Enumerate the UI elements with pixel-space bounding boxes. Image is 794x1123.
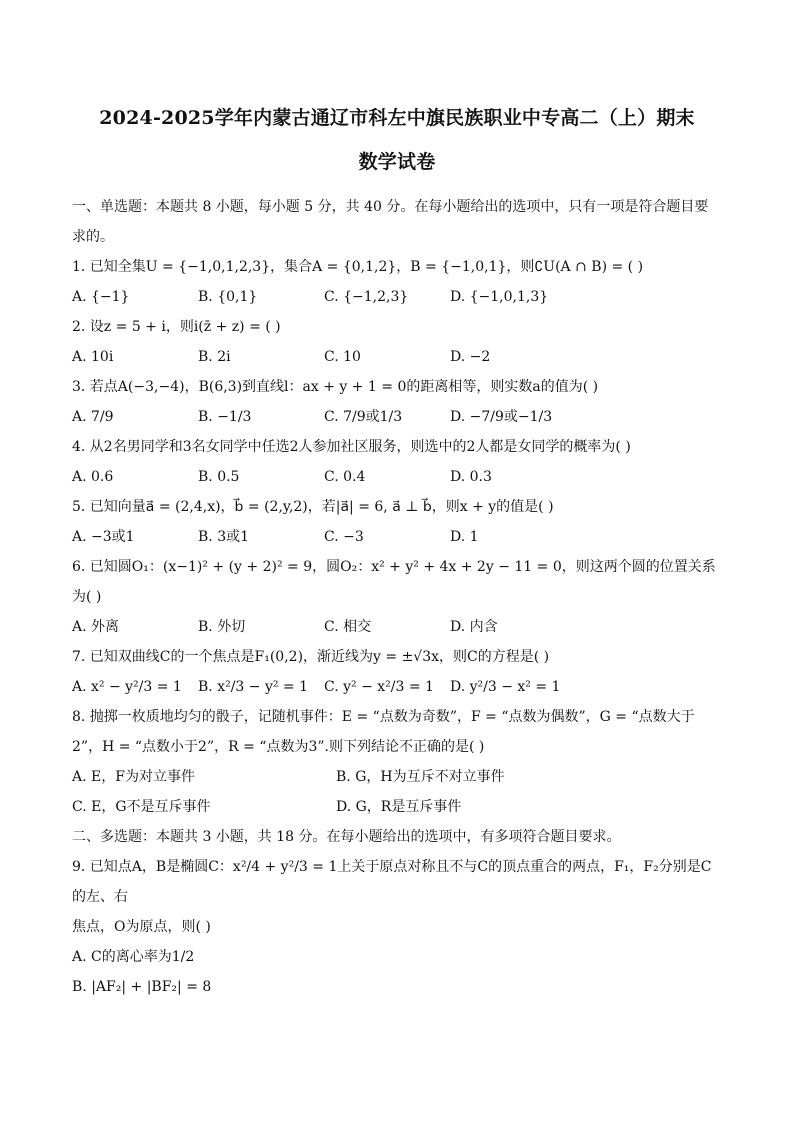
exam-title-line2: 数学试卷 (358, 151, 436, 173)
section-single-choice: 一、单选题：本题共 8 小题，每小题 5 分，共 40 分。在每小题给出的选项中，只有一项是符合题目要求的。 (72, 199, 709, 245)
option-a: A. x² − y²/3 = 1 (72, 679, 182, 695)
option-c: C. 10 (324, 349, 361, 365)
option-b: B. G，H为互斥不对立事件 (336, 769, 505, 785)
question-2-options (72, 342, 722, 372)
option-a: A. −3或1 (72, 529, 135, 545)
question-3-options (72, 402, 722, 432)
question-8-options-row2 (72, 792, 722, 822)
option-b: B. −1/3 (198, 409, 252, 425)
option-d: D. 0.3 (450, 469, 492, 485)
question-9-stem-line1: 9. 已知点A，B是椭圆C：x²/4 + y²/3 = 1上关于原点对称且不与C的顶点重合的两点，F₁，F₂分别是C的左、右 (72, 859, 712, 905)
question-5-stem: 5. 已知向量a⃗ = (2,4,x)，b⃗ = (2,y,2)，若|a⃗| = 6, a⃗ ⊥ b⃗，则x + y的值是( ) (72, 499, 554, 515)
option-b: B. 0.5 (198, 469, 240, 485)
question-4-stem: 4. 从2名男同学和3名女同学中任选2人参加社区服务，则选中的2人都是女同学的概率为( ) (72, 439, 631, 455)
question-6-options (72, 612, 722, 642)
option-c: C. −3 (324, 529, 364, 545)
option-a: A. {−1} (72, 289, 130, 305)
section-multiple-choice: 二、多选题：本题共 3 小题，共 18 分。在每小题给出的选项中，有多项符合题目要求。 (72, 829, 621, 845)
question-8-stem-line2: 2”，H = “点数小于2”，R = “点数为3”.则下列结论不正确的是( ) (72, 739, 485, 755)
option-d: D. 1 (450, 529, 479, 545)
option-a: A. 7/9 (72, 409, 114, 425)
option-a: A. 0.6 (72, 469, 114, 485)
question-1-stem: 1. 已知全集U = {−1,0,1,2,3}，集合A = {0,1,2}，B = {−1,0,1}，则∁U(A ∩ B) = ( ) (72, 259, 644, 275)
option-b: B. 外切 (198, 619, 246, 635)
option-d: D. −7/9或−1/3 (450, 409, 553, 425)
option-c: C. y² − x²/3 = 1 (324, 679, 434, 695)
option-c: C. 0.4 (324, 469, 366, 485)
option-d: D. {−1,0,1,3} (450, 289, 549, 305)
option-b: B. 3或1 (198, 529, 250, 545)
question-9-stem-line2: 焦点，O为原点，则( ) (72, 919, 211, 935)
exam-title-line1: 2024-2025学年内蒙古通辽市科左中旗民族职业中专高二（上）期末 (99, 107, 695, 129)
option-c: C. 7/9或1/3 (324, 409, 403, 425)
option-d: D. G，R是互斥事件 (336, 799, 462, 815)
question-8-stem-line1: 8. 抛掷一枚质地均匀的骰子，记随机事件：E = “点数为奇数”，F = “点数为偶数”，G = “点数大于 (72, 709, 695, 725)
question-5-options (72, 522, 722, 552)
question-7-options (72, 672, 722, 702)
question-9-option-b: B. |AF₂| + |BF₂| = 8 (72, 979, 212, 995)
question-7-stem: 7. 已知双曲线C的一个焦点是F₁(0,2)，渐近线为y = ±√3x，则C的方程是( ) (72, 649, 550, 665)
option-c: C. 相交 (324, 619, 372, 635)
option-b: B. {0,1} (198, 289, 258, 305)
option-d: D. y²/3 − x² = 1 (450, 679, 561, 695)
question-2-stem: 2. 设z = 5 + i，则i(z̄ + z) = ( ) (72, 319, 281, 335)
option-a: A. E，F为对立事件 (72, 769, 195, 785)
option-a: A. 10i (72, 349, 114, 365)
option-c: C. E，G不是互斥事件 (72, 799, 211, 815)
question-3-stem: 3. 若点A(−3,−4)，B(6,3)到直线l：ax + y + 1 = 0的距离相等，则实数a的值为( ) (72, 379, 599, 395)
question-9-option-a: A. C的离心率为1/2 (72, 949, 195, 965)
option-b: B. x²/3 − y² = 1 (198, 679, 309, 695)
option-d: D. −2 (450, 349, 491, 365)
question-8-options-row1 (72, 762, 722, 792)
question-1-options (72, 282, 722, 312)
option-d: D. 内含 (450, 619, 498, 635)
option-b: B. 2i (198, 349, 231, 365)
option-a: A. 外离 (72, 619, 120, 635)
question-4-options (72, 462, 722, 492)
question-6-stem: 6. 已知圆O₁：(x−1)² + (y + 2)² = 9，圆O₂：x² + y² + 4x + 2y − 11 = 0，则这两个圆的位置关系为( ) (72, 559, 716, 605)
option-c: C. {−1,2,3} (324, 289, 409, 305)
